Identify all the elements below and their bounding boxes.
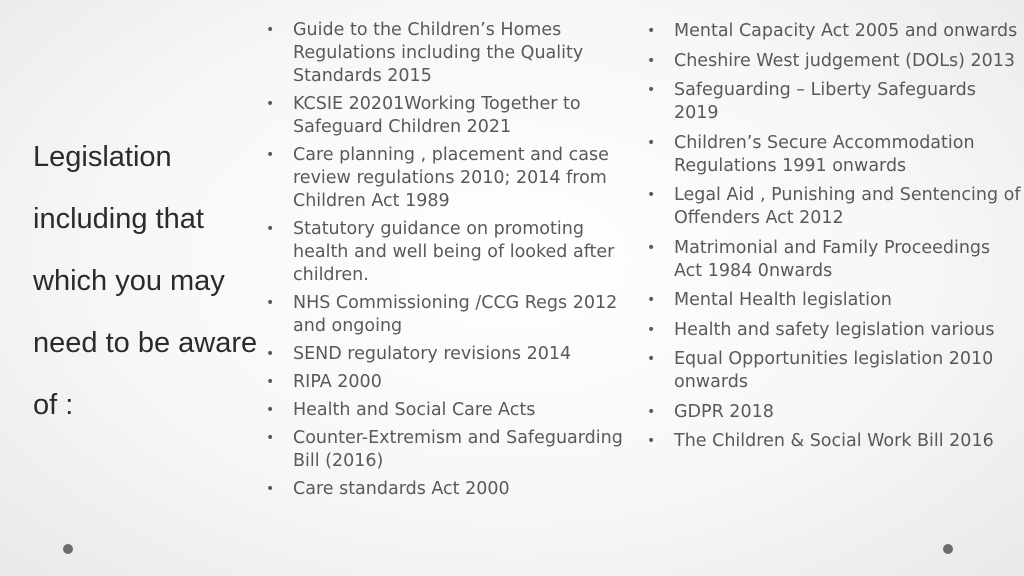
list-item xyxy=(646,79,1021,125)
list-item xyxy=(646,184,1021,230)
list-item-text: GDPR 2018 xyxy=(674,401,774,422)
list-item-text: Mental Capacity Act 2005 and onwards xyxy=(674,21,1018,41)
list-item-text: Guide to the Children’s Homes Regulations including the Quality Standards 2015 xyxy=(293,20,584,86)
list-item xyxy=(265,19,635,88)
bullet-icon: • xyxy=(266,22,275,38)
bullet-icon: • xyxy=(266,346,275,362)
bullet-icon: • xyxy=(647,403,656,420)
bullet-icon: • xyxy=(266,295,275,311)
list-item-text: RIPA 2000 xyxy=(293,372,382,392)
list-item xyxy=(265,478,635,501)
left-bullet-list xyxy=(265,19,635,506)
list-item-text: NHS Commissioning /CCG Regs 2012 and ongoing xyxy=(293,293,618,336)
list-item-text: Safeguarding – Liberty Safeguards 2019 xyxy=(674,80,976,123)
bullet-icon: • xyxy=(266,374,275,390)
list-item xyxy=(646,50,1021,73)
slide-title: Legislation including that which you may need to be aware of : xyxy=(33,141,258,421)
list-item xyxy=(646,20,1021,43)
bullet-icon: • xyxy=(266,481,275,497)
bullet-icon: • xyxy=(266,402,275,418)
decorative-dot-icon xyxy=(943,544,953,554)
list-item xyxy=(265,218,635,287)
list-item-text: The Children & Social Work Bill 2016 xyxy=(674,431,994,451)
bullet-icon: • xyxy=(647,433,656,449)
list-item-text: Care standards Act 2000 xyxy=(293,479,510,499)
bullet-icon: • xyxy=(647,239,656,256)
bullet-icon: • xyxy=(647,134,656,151)
bullet-icon: • xyxy=(266,430,275,446)
list-item xyxy=(646,132,1021,178)
list-item-text: SEND regulatory revisions 2014 xyxy=(293,344,572,364)
bullet-icon: • xyxy=(647,23,656,39)
list-item xyxy=(265,292,635,338)
list-item xyxy=(265,427,635,473)
bullet-icon: • xyxy=(647,351,656,367)
list-item xyxy=(646,348,1021,394)
list-item xyxy=(646,430,1021,453)
bullet-icon: • xyxy=(647,321,656,338)
bullet-icon: • xyxy=(647,187,656,203)
list-item-text: Statutory guidance on promoting health and well being of looked after children. xyxy=(293,219,615,285)
list-item-text: Counter-Extremism and Safeguarding Bill (2016) xyxy=(293,428,623,471)
list-item xyxy=(646,289,1021,312)
bullet-icon: • xyxy=(266,147,275,163)
list-item-text: Health and Social Care Acts xyxy=(293,400,536,420)
list-item-text: Children’s Secure Accommodation Regulations 1991 onwards xyxy=(674,132,975,176)
list-item xyxy=(265,144,635,213)
decorative-dot-icon xyxy=(63,544,73,554)
list-item xyxy=(265,343,635,366)
list-item-text: Health and safety legislation various xyxy=(674,319,995,340)
bullet-icon: • xyxy=(647,52,656,69)
list-item xyxy=(265,371,635,394)
list-item xyxy=(265,93,635,139)
list-item-text: Matrimonial and Family Proceedings Act 1984 0nwards xyxy=(674,237,991,281)
list-item-text: Mental Health legislation xyxy=(674,290,892,310)
list-item xyxy=(646,401,1021,424)
list-item-text: Cheshire West judgement (DOLs) 2013 xyxy=(674,50,1016,71)
bullet-icon: • xyxy=(266,96,275,112)
list-item-text: KCSIE 20201Working Together to Safeguard Children 2021 xyxy=(293,94,581,137)
list-item xyxy=(646,237,1021,283)
list-item xyxy=(265,399,635,422)
bullet-icon: • xyxy=(647,82,656,98)
list-item-text: Care planning , placement and case review regulations 2010; 2014 from Children Act 1989 xyxy=(293,145,609,211)
list-item-text: Equal Opportunities legislation 2010 onwards xyxy=(674,349,994,392)
bullet-icon: • xyxy=(266,221,275,237)
list-item-text: Legal Aid , Punishing and Sentencing of Offenders Act 2012 xyxy=(674,185,1021,228)
right-bullet-list xyxy=(646,20,1021,460)
bullet-icon: • xyxy=(647,292,656,308)
list-item xyxy=(646,319,1021,342)
